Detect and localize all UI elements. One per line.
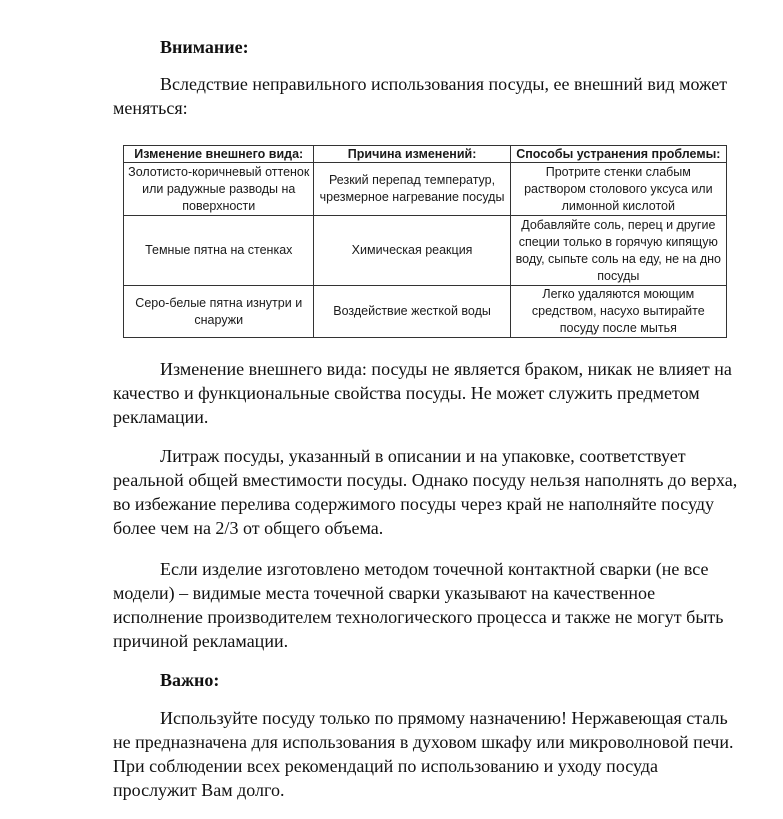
intro-paragraph: Вследствие неправильного использования посуды, ее внешний вид может меняться: — [113, 74, 728, 118]
table-cell: Легко удаляются моющим средством, насухо вытирайте посуду после мытья — [510, 286, 726, 338]
table-header-remedy: Способы устранения проблемы: — [510, 146, 726, 163]
table-header-row — [124, 146, 727, 163]
welding-paragraph: Если изделие изготовлено методом точечной контактной сварки (не все модели) – видимые места точечной сварки указывают на качественное исполнение производителем технологического процесса и также не могут быть причиной рекламации. — [113, 559, 724, 651]
table-row — [124, 286, 727, 338]
appearance-paragraph: Изменение внешнего вида: посуды не является браком, никак не влияет на качество и функциональные свойства посуды. Не может служить предметом рекламации. — [113, 359, 732, 427]
table-header-cause: Причина изменений: — [314, 146, 510, 163]
table-header-appearance: Изменение внешнего вида: — [124, 146, 314, 163]
care-table — [123, 145, 727, 338]
usage-paragraph: Используйте посуду только по прямому назначению! Нержавеющая сталь не предназначена для использования в духовом шкафу или микроволновой печи. При соблюдении всех рекомендаций по использованию и уходу посуда прослужит Вам долго. — [113, 708, 734, 800]
table-cell: Золотисто-коричневый оттенок или радужные разводы на поверхности — [124, 163, 314, 216]
table-cell: Темные пятна на стенках — [124, 216, 314, 286]
heading-important: Важно: — [160, 670, 220, 690]
table-cell: Химическая реакция — [314, 216, 510, 286]
volume-paragraph: Литраж посуды, указанный в описании и на упаковке, соответствует реальной общей вместимости посуды. Однако посуду нельзя наполнять до верха, во избежание перелива содержимого посуды через край не наполняйте посуду более чем на 2/3 от общего объема. — [113, 446, 738, 538]
table-row — [124, 216, 727, 286]
table-cell: Серо-белые пятна изнутри и снаружи — [124, 286, 314, 338]
table-cell: Протрите стенки слабым раствором столового уксуса или лимонной кислотой — [510, 163, 726, 216]
table-row — [124, 163, 727, 216]
heading-attention: Внимание: — [160, 37, 249, 57]
table-cell: Добавляйте соль, перец и другие специи только в горячую кипящую воду, сыпьте соль на еду, не на дно посуды — [510, 216, 726, 286]
table-cell: Воздействие жесткой воды — [314, 286, 510, 338]
table-cell: Резкий перепад температур, чрезмерное нагревание посуды — [314, 163, 510, 216]
